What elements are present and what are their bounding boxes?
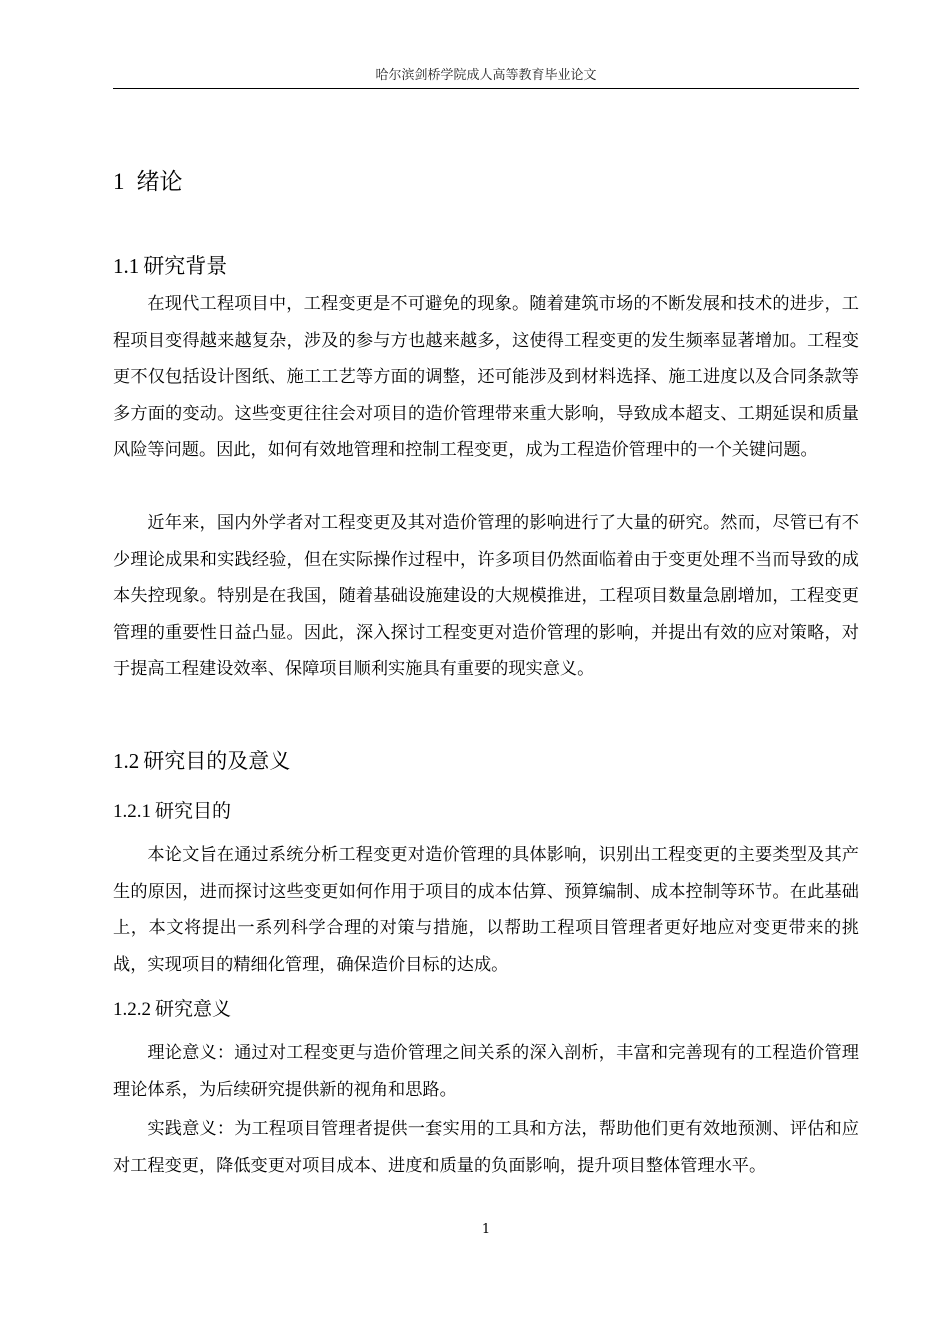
section-heading-1-2 (113, 745, 290, 775)
paragraph-background-1: 在现代工程项目中，工程变更是不可避免的现象。随着建筑市场的不断发展和技术的进步，工程项目变得越来越复杂，涉及的参与方也越来越多，这使得工程变更的发生频率显著增加。工程变更不仅包括设计图纸、施工工艺等方面的调整，还可能涉及到材料选择、施工进度以及合同条款等多方面的变动。这些变更往往会对项目的造价管理带来重大影响，导致成本超支、工期延误和质量风险等问题。因此，如何有效地管理和控制工程变更，成为工程造价管理中的一个关键问题。 (113, 294, 859, 460)
page-number: 1 (481, 1222, 491, 1237)
paragraph-theoretical-significance: 理论意义：通过对工程变更与造价管理之间关系的深入剖析，丰富和完善现有的工程造价管理理论体系，为后续研究提供新的视角和思路。 (113, 1043, 859, 1100)
page-header: 哈尔滨剑桥学院成人高等教育毕业论文 (375, 68, 597, 83)
section-heading-1-1 (113, 250, 227, 280)
section-number: 1.1 (113, 254, 140, 278)
chapter-number: 1 (113, 169, 125, 194)
subsection-heading-1-2-2 (113, 994, 231, 1021)
chapter-title: 绪论 (136, 169, 183, 195)
paragraph-background-2: 近年来，国内外学者对工程变更及其对造价管理的影响进行了大量的研究。然而，尽管已有不少理论成果和实践经验，但在实际操作过程中，许多项目仍然面临着由于变更处理不当而导致的成本失控现象。特别是在我国，随着基础设施建设的大规模推进，工程项目数量急剧增加，工程变更管理的重要性日益凸显。因此，深入探讨工程变更对造价管理的影响，并提出有效的应对策略，对于提高工程建设效率、保障项目顺利实施具有重要的现实意义。 (113, 513, 859, 679)
paragraph-practical-significance: 实践意义：为工程项目管理者提供一套实用的工具和方法，帮助他们更有效地预测、评估和应对工程变更，降低变更对项目成本、进度和质量的负面影响，提升项目整体管理水平。 (113, 1119, 859, 1176)
section-title: 研究背景 (143, 254, 228, 278)
chapter-heading (113, 163, 183, 196)
subsection-number: 1.2.1 (113, 801, 151, 822)
header-divider (113, 88, 859, 89)
section-number: 1.2 (113, 749, 140, 773)
subsection-heading-1-2-1 (113, 796, 231, 823)
paragraph-purpose: 本论文旨在通过系统分析工程变更对造价管理的具体影响，识别出工程变更的主要类型及其产生的原因，进而探讨这些变更如何作用于项目的成本估算、预算编制、成本控制等环节。在此基础上，本文将提出一系列科学合理的对策与措施，以帮助工程项目管理者更好地应对变更带来的挑战，实现项目的精细化管理，确保造价目标的达成。 (113, 845, 859, 975)
subsection-title: 研究目的 (155, 800, 232, 822)
subsection-title: 研究意义 (155, 998, 232, 1020)
subsection-number: 1.2.2 (113, 999, 151, 1020)
section-title: 研究目的及意义 (143, 749, 291, 773)
